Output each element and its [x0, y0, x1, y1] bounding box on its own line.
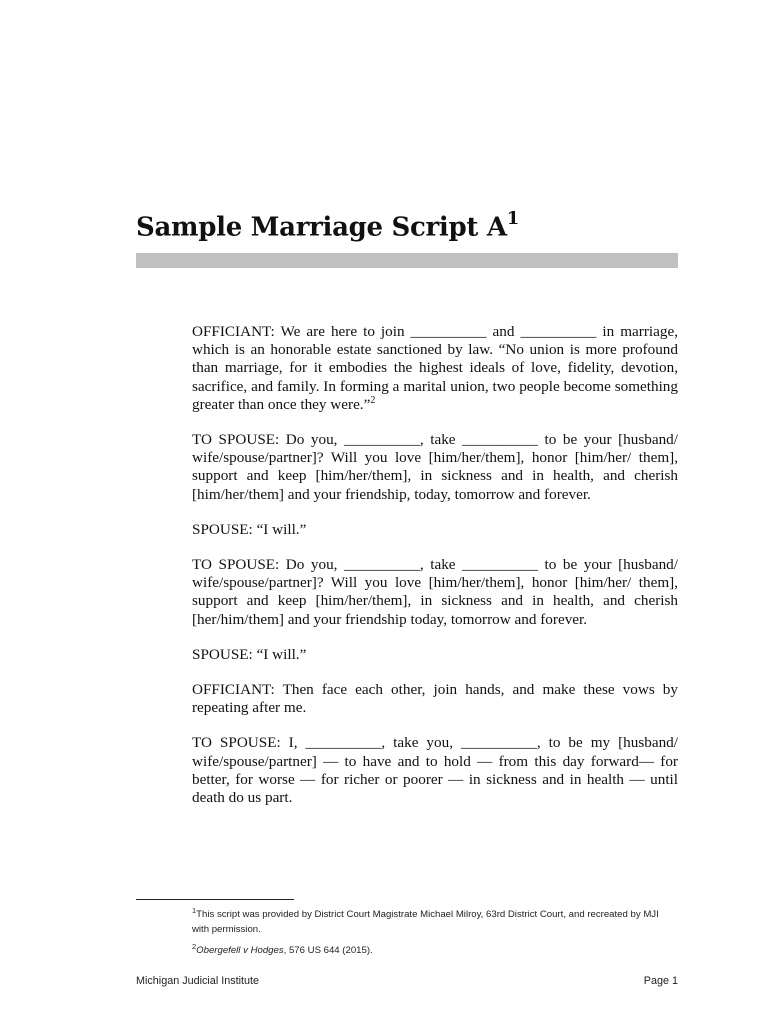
paragraph [192, 323, 678, 414]
footnote-ref: 2 [370, 394, 376, 406]
footnote-text: This script was provided by District Court Magistrate Michael Milroy, 63rd District Court, and recreated by MJI with permission. [192, 909, 659, 935]
paragraph-text: OFFICIANT: We are here to join __________ and __________ in marriage, which is an honorable estate sanctioned by law. “No union is more profound than marriage, for it embodies the highest ideals of love, fidelity, devotion, sacrifice, and family. In forming a marital union, two people become something greater than once they were.” [192, 323, 678, 413]
page-title [136, 210, 519, 243]
paragraph: OFFICIANT: Then face each other, join hands, and make these vows by repeating after me. [192, 681, 678, 717]
footnote-ref: 1 [506, 208, 519, 229]
page-footer [136, 975, 678, 987]
script-body [192, 323, 678, 824]
paragraph: SPOUSE: “I will.” [192, 520, 307, 538]
paragraph: SPOUSE: “I will.” [192, 645, 307, 663]
footnote-separator [136, 899, 294, 900]
footnote-number: 1 [192, 905, 197, 915]
paragraph: TO SPOUSE: Do you, __________, take __________ to be your [husband/ wife/spouse/partner]? Will you love [him/her/them], honor [him/her/ them], support and keep [him/her/them], in sickness and in health, and cherish [him/her/them] and your friendship, today, tomorrow and forever. [192, 431, 678, 503]
footer-publisher: Michigan Judicial Institute [136, 975, 260, 987]
footnote-text: , 576 US 644 (2015). [283, 945, 373, 956]
footnote [192, 905, 678, 937]
page-number: Page 1 [643, 975, 678, 987]
title-divider [136, 253, 678, 268]
paragraph: TO SPOUSE: I, __________, take you, __________, to be my [husband/ wife/spouse/partner] — to have and to hold — from this day forward— for better, for worse — for richer or poorer — in sickness and in health — until death do us part. [192, 734, 678, 807]
title-text: Sample Marriage Script A [136, 212, 507, 243]
footnotes [192, 905, 678, 966]
footnote-number: 2 [192, 941, 197, 951]
footnote [192, 941, 678, 959]
paragraph: TO SPOUSE: Do you, __________, take __________ to be your [husband/ wife/spouse/partner]? Will you love [him/her/them], honor [him/her/ them], support and keep [him/her/them], in sickness and in health, and cherish [her/him/them] and your friendship today, tomorrow and forever. [192, 556, 678, 628]
case-citation: Obergefell v Hodges [196, 945, 284, 956]
